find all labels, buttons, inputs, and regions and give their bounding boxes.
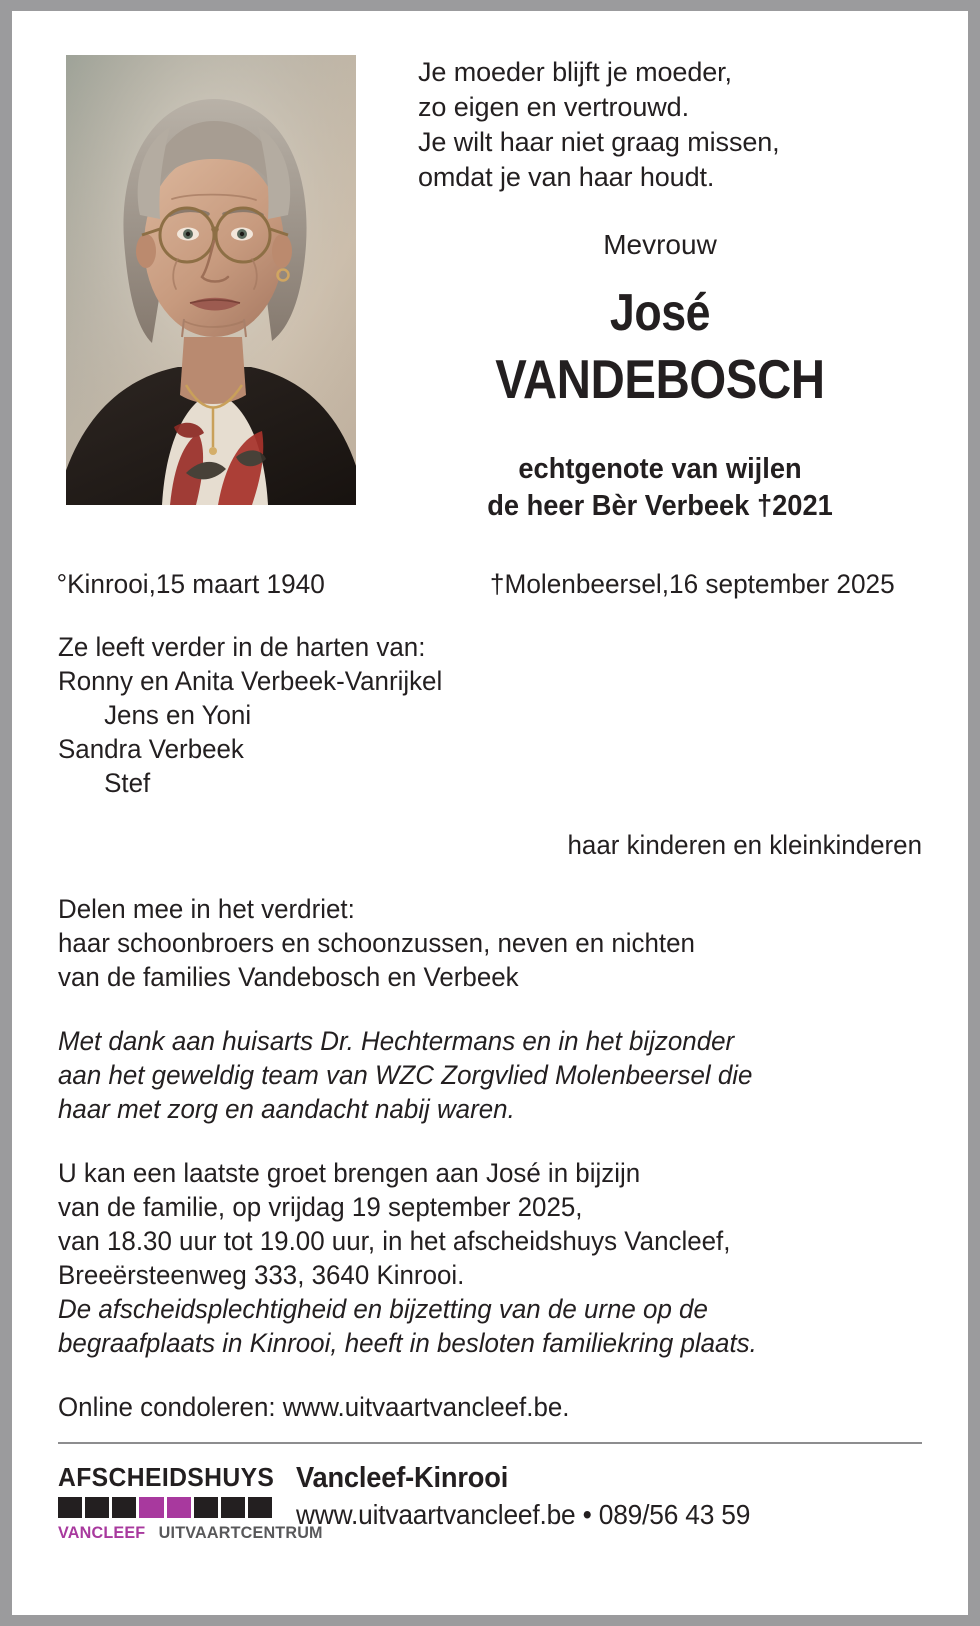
funeral-home-name: Vancleef-Kinrooi — [296, 1462, 509, 1494]
footer-divider — [58, 1442, 922, 1444]
logo-subtitle — [58, 1523, 323, 1543]
birth-death-row — [12, 569, 939, 600]
footer-contact-block — [296, 1460, 779, 1531]
salutation: Mevrouw — [603, 229, 717, 260]
thanks-line: aan het geweldig team van WZC Zorgvlied Molenbeersel die — [58, 1060, 753, 1090]
header-text-block — [392, 55, 928, 525]
spouse-line: echtgenote van wijlen — [518, 453, 802, 485]
mourners-line: van de families Vandebosch en Verbeek — [58, 962, 519, 992]
logo-block-bar — [58, 1497, 272, 1518]
logo-block — [221, 1497, 245, 1518]
footer — [12, 1460, 968, 1543]
survivor-line: Jens en Yoni — [104, 700, 252, 730]
logo-block — [194, 1497, 218, 1518]
last-name: VANDEBOSCH — [495, 348, 825, 410]
logo-block-accent — [167, 1497, 191, 1518]
logo-block — [85, 1497, 109, 1518]
logo-block — [248, 1497, 272, 1518]
survivor-line: Stef — [104, 768, 151, 798]
survivors-heading: Ze leeft verder in de harten van: — [58, 632, 426, 662]
memorial-card — [12, 11, 968, 1615]
card-body — [12, 630, 968, 1424]
spouse-line: de heer Bèr Verbeek †2021 — [487, 490, 833, 522]
poem-line: Je wilt haar niet graag missen, — [418, 127, 780, 157]
survivor-line: Ronny en Anita Verbeek-Vanrijkel — [58, 666, 443, 696]
poem — [392, 55, 928, 195]
ceremony-line: begraafplaats in Kinrooi, heeft in besloten familiekring plaats. — [58, 1328, 757, 1358]
survivors-note: haar kinderen en kleinkinderen — [567, 830, 922, 860]
spouse-info — [408, 451, 912, 525]
mourners-line: haar schoonbroers en schoonzussen, neven en nichten — [58, 928, 695, 958]
poem-line: zo eigen en vertrouwd. — [418, 92, 689, 122]
service-line: van de familie, op vrijdag 19 september 2025, — [58, 1192, 583, 1222]
online-condolence[interactable]: Online condoleren: www.uitvaartvancleef.be. — [58, 1392, 570, 1422]
logo-block-accent — [139, 1497, 163, 1518]
funeral-home-contact[interactable]: www.uitvaartvancleef.be • 089/56 43 59 — [296, 1499, 751, 1530]
survivor-line: Sandra Verbeek — [58, 734, 244, 764]
first-name: José — [609, 284, 711, 342]
logo-brand-name: VANCLEEF — [58, 1523, 146, 1542]
portrait-photo — [66, 55, 356, 505]
logo-block — [58, 1497, 82, 1518]
ceremony-line: De afscheidsplechtigheid en bijzetting van de urne op de — [58, 1294, 708, 1324]
poem-line: Je moeder blijft je moeder, — [418, 57, 732, 87]
thanks-section — [58, 1024, 887, 1126]
thanks-line: haar met zorg en aandacht nabij waren. — [58, 1094, 515, 1124]
card-header — [12, 11, 968, 551]
birth-info: °Kinrooi,15 maart 1940 — [56, 569, 325, 599]
mourners-section — [58, 892, 887, 994]
service-line: Breeërsteenweg 333, 3640 Kinrooi. — [58, 1260, 465, 1290]
logo-wordmark: AFSCHEIDSHUYS — [58, 1462, 275, 1492]
mourners-heading: Delen mee in het verdriet: — [58, 894, 355, 924]
portrait-illustration — [66, 55, 356, 505]
service-line: U kan een laatste groet brengen aan José in bijzijn — [58, 1158, 641, 1188]
logo-block — [112, 1497, 136, 1518]
afscheidshuys-logo — [58, 1460, 323, 1543]
logo-business-type: UITVAARTCENTRUM — [158, 1523, 323, 1542]
poem-line: omdat je van haar houdt. — [418, 162, 715, 192]
death-info: †Molenbeersel,16 september 2025 — [489, 569, 895, 599]
thanks-line: Met dank aan huisarts Dr. Hechtermans en in het bijzonder — [58, 1026, 735, 1056]
service-section — [58, 1156, 887, 1360]
survivors-section — [58, 630, 887, 800]
service-line: van 18.30 uur tot 19.00 uur, in het afscheidshuys Vancleef, — [58, 1226, 731, 1256]
